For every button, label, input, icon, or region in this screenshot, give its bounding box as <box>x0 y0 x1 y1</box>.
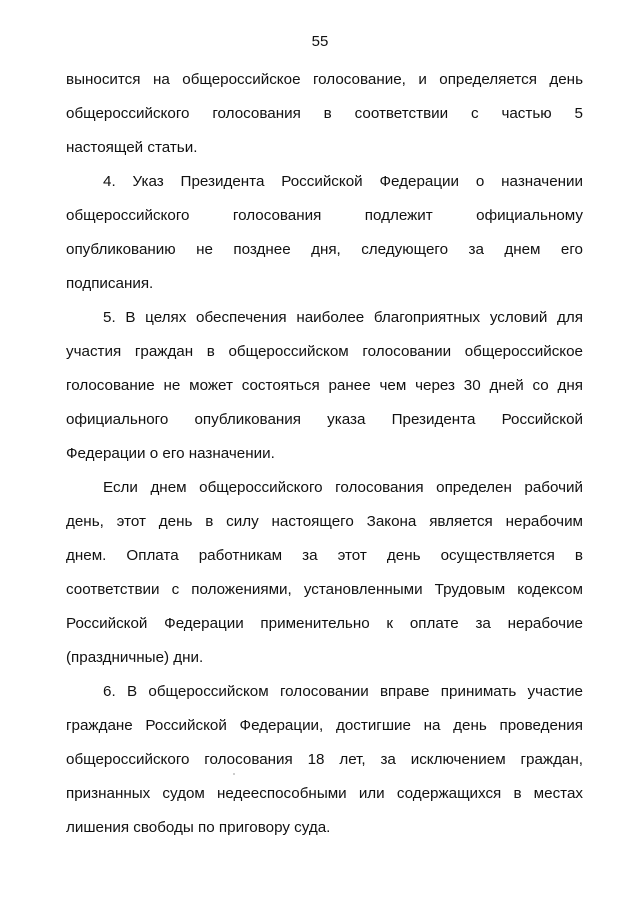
page-number: 55 <box>311 33 329 50</box>
text-line: официального опубликования указа Президента Российской <box>66 411 583 428</box>
text-line: общероссийского голосования 18 лет, за исключением граждан, <box>66 751 583 768</box>
text-line: днем. Оплата работникам за этот день осуществляется в <box>66 547 583 564</box>
paragraph-nonworking-day <box>66 471 583 675</box>
text-line: опубликованию не позднее дня, следующего за днем его <box>66 241 583 258</box>
scan-speck <box>233 773 235 775</box>
paragraph-item-5 <box>66 301 583 471</box>
text-line: Если днем общероссийского голосования определен рабочий <box>103 479 583 496</box>
document-body <box>66 63 583 845</box>
text-line: лишения свободы по приговору суда. <box>66 819 331 836</box>
text-line: Федерации о его назначении. <box>66 445 275 462</box>
text-line: общероссийского голосования подлежит официальному <box>66 207 583 224</box>
text-line: Российской Федерации применительно к оплате за нерабочие <box>66 615 583 632</box>
text-line: голосование не может состояться ранее чем через 30 дней со дня <box>66 377 583 394</box>
text-line: (праздничные) дни. <box>66 649 204 666</box>
text-line: граждане Российской Федерации, достигшие на день проведения <box>66 717 583 734</box>
text-line: 6. В общероссийском голосовании вправе принимать участие <box>103 683 583 700</box>
paragraph-continuation <box>66 63 583 165</box>
text-line: общероссийского голосования в соответствии с частью 5 <box>66 105 583 122</box>
text-line: соответствии с положениями, установленными Трудовым кодексом <box>66 581 583 598</box>
text-line: настоящей статьи. <box>66 139 198 156</box>
text-line: день, этот день в силу настоящего Закона является нерабочим <box>66 513 583 530</box>
text-line: выносится на общероссийское голосование, и определяется день <box>66 71 583 88</box>
paragraph-item-4 <box>66 165 583 301</box>
text-line: подписания. <box>66 275 154 292</box>
paragraph-item-6 <box>66 675 583 845</box>
text-line: признанных судом недееспособными или содержащихся в местах <box>66 785 583 802</box>
text-line: 5. В целях обеспечения наиболее благоприятных условий для <box>103 309 583 326</box>
text-line: участия граждан в общероссийском голосовании общероссийское <box>66 343 583 360</box>
text-line: 4. Указ Президента Российской Федерации о назначении <box>103 173 583 190</box>
